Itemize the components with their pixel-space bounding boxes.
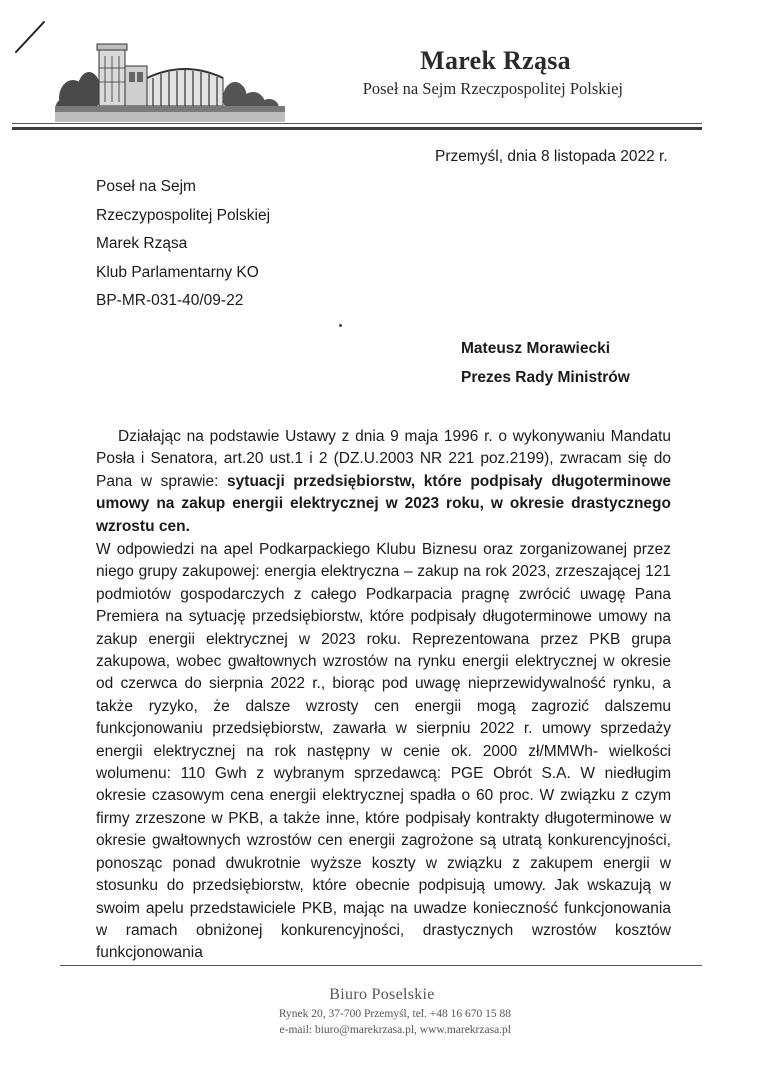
footer-contact: e-mail: biuro@marekrzasa.pl, www.marekrzasa.pl bbox=[279, 1024, 511, 1036]
place-date: Przemyśl, dnia 8 listopada 2022 r. bbox=[435, 148, 668, 165]
handwritten-slash-mark bbox=[10, 18, 50, 58]
sender-line: Marek Rząsa bbox=[96, 235, 188, 252]
letterhead-name: Marek Rząsa bbox=[420, 46, 571, 75]
recipient-name: Mateusz Morawiecki bbox=[461, 340, 611, 357]
sender-line: Klub Parlamentarny KO bbox=[96, 263, 259, 281]
sender-reference: BP-MR-031-40/09-22 bbox=[96, 292, 244, 309]
letterhead-subtitle: Poseł na Sejm Rzeczpospolitej Polskiej bbox=[362, 79, 623, 98]
body-paragraph-2: W odpowiedzi na apel Podkarpackiego Klubu Biznesu oraz zorganizowanej przez niego grupy zakupowej: energia elektryczna – zakup na rok 2023, zrzeszającej 121 podmiotów gospodarczych z całego Podkarpacia pragnę zwrócić uwagę Pana Premiera na sytuację przedsiębiorstw, które podpisały długoterminowe umowy na zakup energii elektrycznej w 2023 roku. Reprezentowana przez PKB grupa zakupowa, wobec gwałtownych wzrostów na rynku energii elektrycznej w okresie od czerwca do sierpnia 2022 r., biorąc pod uwagę nieprzewidywalność rynku, a także ryzyko, że dalsze wzrosty cen energii mogą zagrozić dalszemu funkcjonowaniu przedsiębiorstw, zawarła w sierpniu 2022 r. umowy sprzedaży energii elektrycznej na rok następny w cenie ok. 2000 zł/MMWh- wielkości wolumenu: 110 Gwh z wybranym sprzedawcą: PGE Obrót S.A. W niedługim okresie czasowym cena energii elektrycznej spadła o 60 proc. W związku z czym firmy zrzeszone w PKB, a także inne, które podpisały kontrakty długoterminowe w okresie gwałtownych wzrostów cen energii zagrożone są utratą konkurencyjności, ponosząc ponad dwukrotnie wyższe koszty w związku z zakupem energii w stosunku do przedsiębiorstw, które obecnie podpisują umowy. Jak wskazują w swoim apelu przedstawiciele PKB, mając na uwadze konieczność funkcjonowania w ramach obniżonej konkurencyjności, drastycznych wzrostów kosztów funkcjonowania bbox=[96, 541, 671, 962]
sender-block bbox=[96, 173, 270, 316]
sender-line: Rzeczypospolitej Polskiej bbox=[96, 206, 271, 224]
paragraph-1-subject: sytuacji przedsiębiorstw, które podpisały długoterminowe umowy na zakup energii elektrycznej w 2023 roku, w okresie drastycznego wzrostu cen. bbox=[96, 472, 672, 535]
letterhead-divider-thin bbox=[12, 123, 702, 124]
stray-dot bbox=[339, 324, 342, 327]
footer-divider bbox=[60, 965, 702, 966]
footer-title: Biuro Poselskie bbox=[329, 986, 435, 1003]
recipient-title: Prezes Rady Ministrów bbox=[461, 368, 630, 386]
sender-line: Poseł na Sejm bbox=[96, 178, 196, 195]
recipient-block bbox=[461, 335, 630, 392]
letterhead-divider-thick bbox=[12, 127, 702, 130]
sejm-building-icon bbox=[55, 38, 285, 130]
paragraph-1-text: Działając na podstawie Ustawy z dnia 9 maja 1996 r. o wykonywaniu Mandatu Posła i Senatora, art.20 ust.1 i 2 (DZ.U.2003 NR 221 poz.2199), zwracam się do Pana w sprawie: bbox=[96, 428, 671, 490]
footer-address: Rynek 20, 37-700 Przemyśl, tel. +48 16 670 15 88 bbox=[278, 1008, 511, 1020]
body-paragraph-1 bbox=[96, 426, 671, 538]
